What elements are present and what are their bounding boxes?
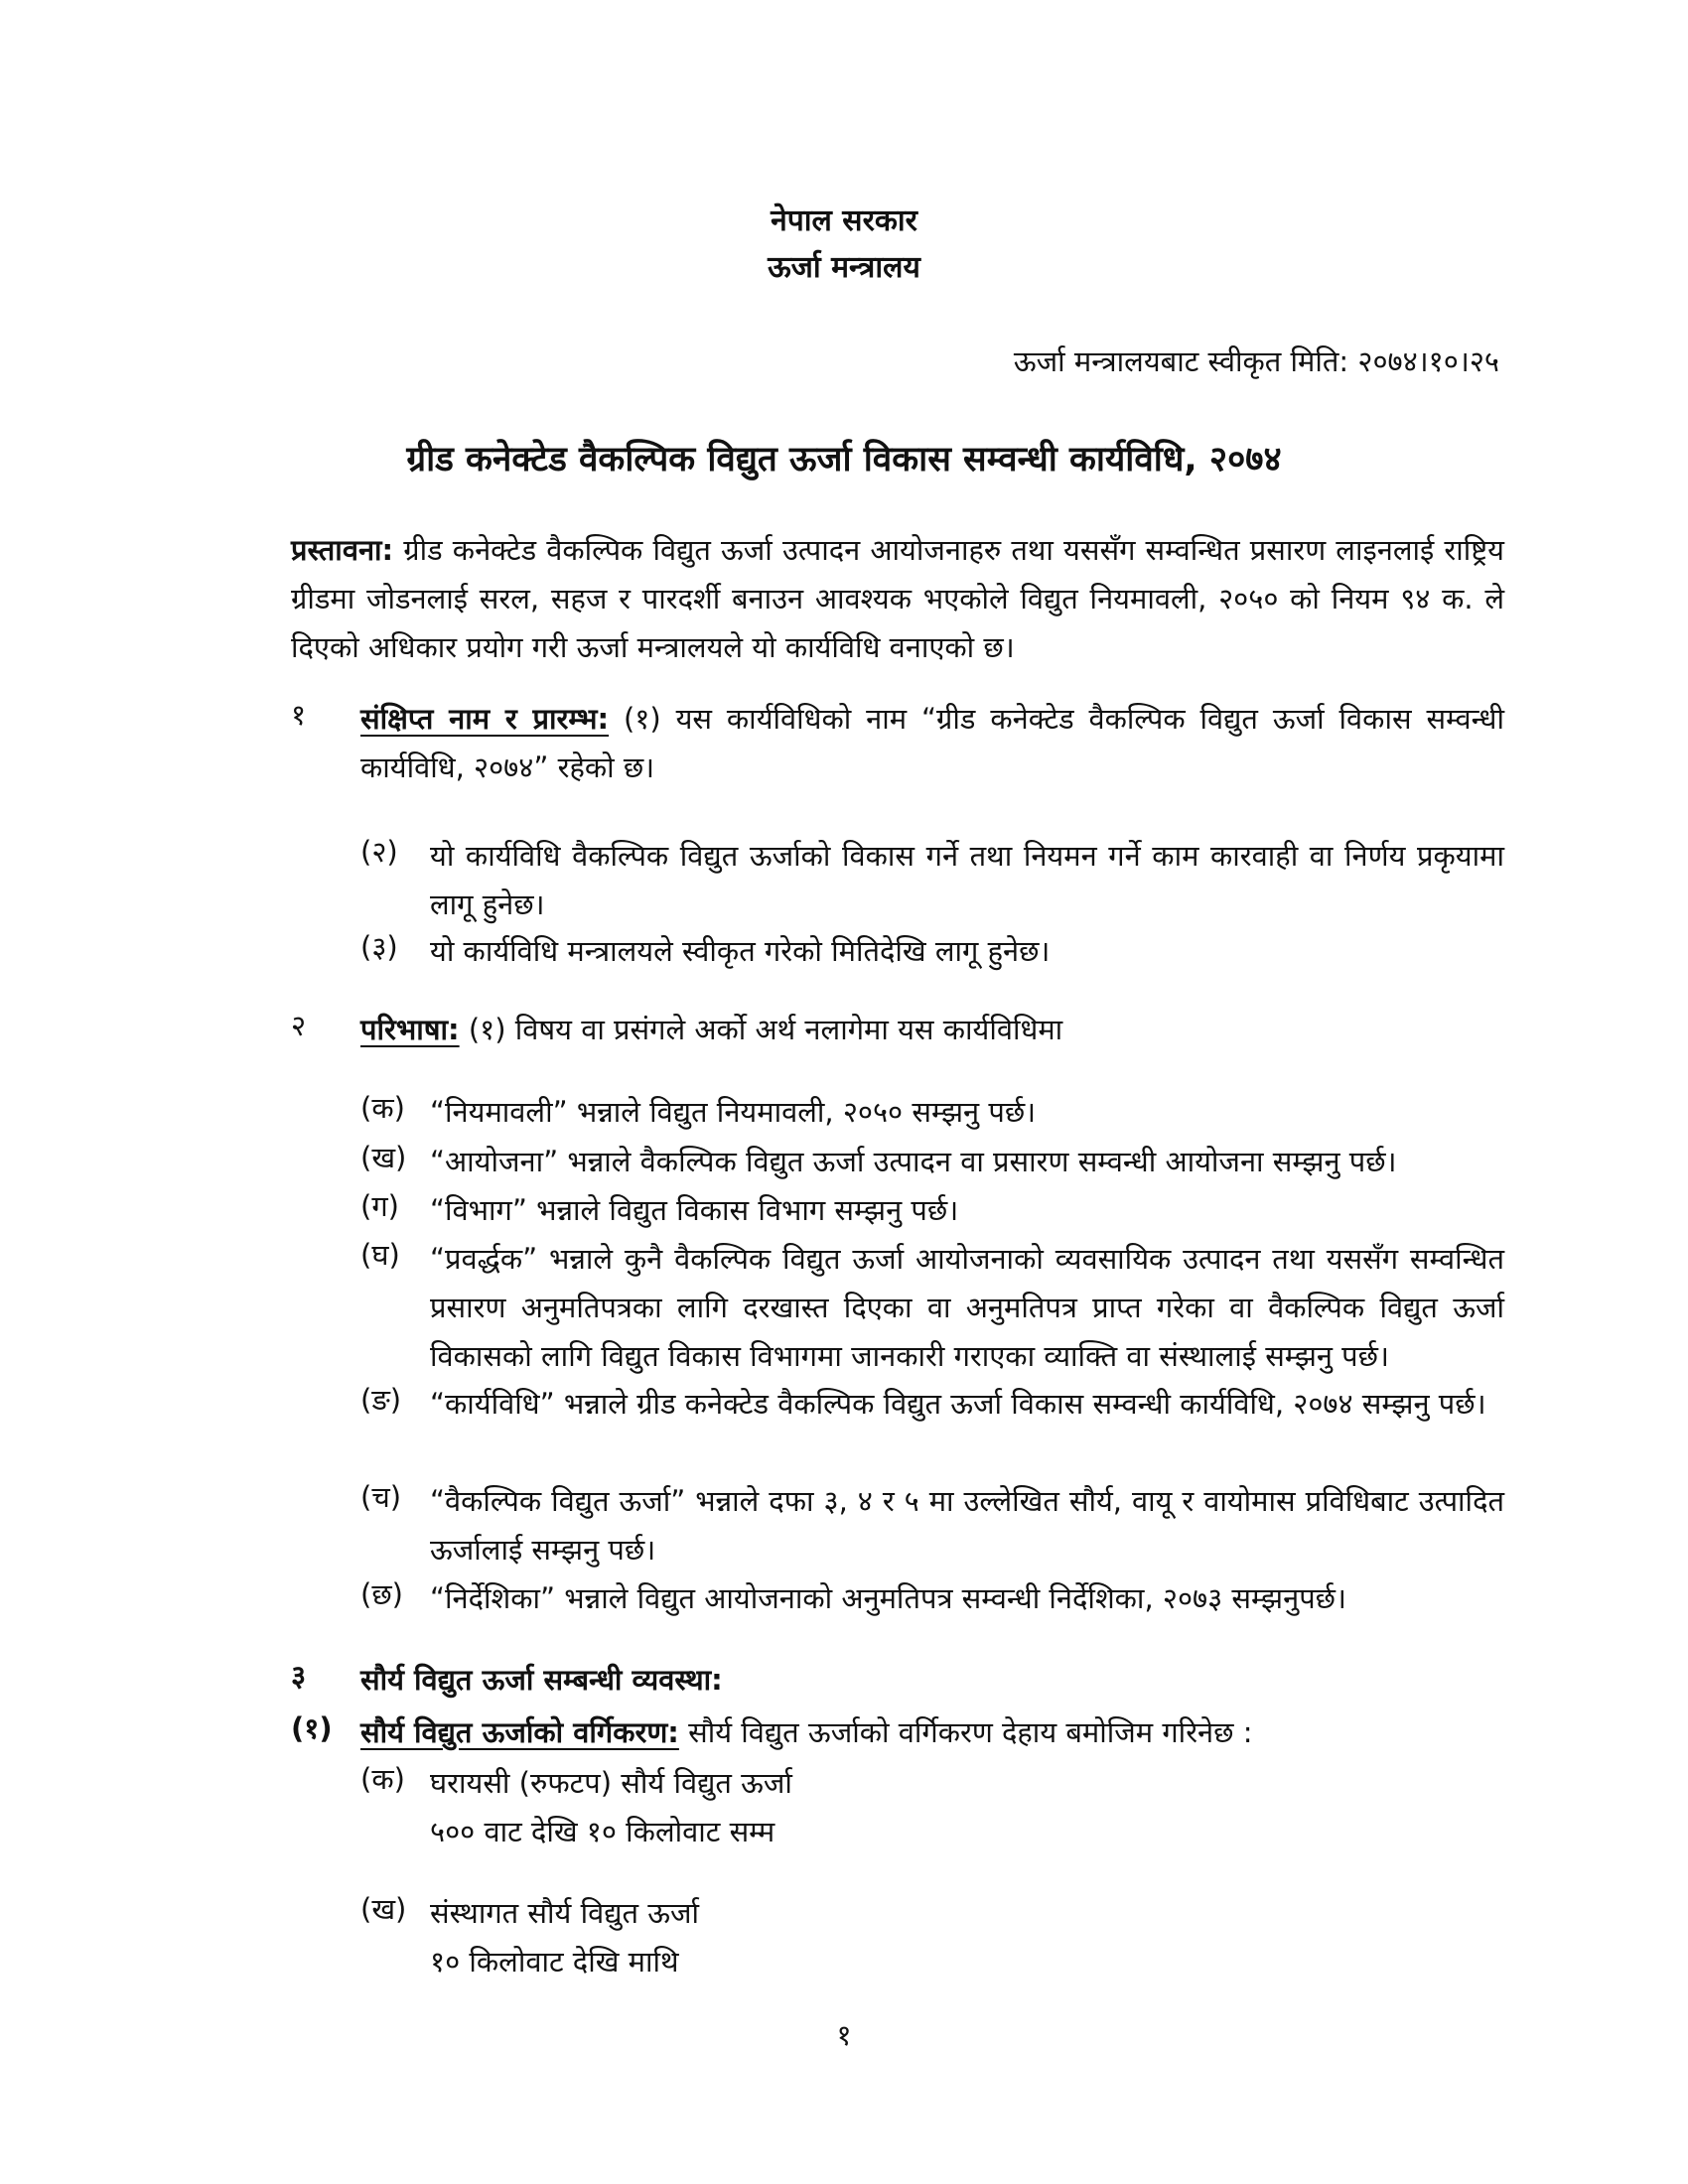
- section-1-heading: संक्षिप्त नाम र प्रारम्भ:: [360, 702, 610, 736]
- definition-number: (घ): [360, 1238, 400, 1272]
- header-ministry: ऊर्जा मन्त्रालय: [768, 250, 920, 285]
- section-1-body: (१) यस कार्यविधिको नाम “ग्रीड कनेक्टेड वैकल्पिक विद्युत ऊर्जा विकास सम्वन्धी कार्यविधि, २०७४” रहेको छ।: [360, 702, 1504, 784]
- category-range: १० किलोवाट देखि माथि: [430, 1945, 679, 1979]
- category-name: घरायसी (रुफटप) सौर्य विद्युत ऊर्जा: [430, 1766, 792, 1800]
- subsection-text: [360, 1708, 1504, 1757]
- definition-number: (ख): [360, 1141, 407, 1174]
- subsection-body: सौर्य विद्युत ऊर्जाको वर्गिकरण देहाय बमोजिम गरिनेछ :: [678, 1715, 1253, 1749]
- approval-date: ऊर्जा मन्त्रालयबाट स्वीकृत मिति: २०७४।१०।२५: [1013, 344, 1499, 378]
- section-3-heading: सौर्य विद्युत ऊर्जा सम्बन्धी व्यवस्था:: [360, 1663, 723, 1697]
- preamble-label: प्रस्तावना:: [291, 533, 394, 567]
- clause-number: (२): [360, 835, 398, 869]
- category-number: (ख): [360, 1892, 407, 1926]
- definition-text: “निर्देशिका” भन्नाले विद्युत आयोजनाको अनुमतिपत्र सम्वन्धी निर्देशिका, २०७३ सम्झनुपर्छ।: [430, 1581, 1346, 1615]
- section-2-text: [360, 1006, 1504, 1054]
- definition-text: “विभाग” भन्नाले विद्युत विकास विभाग सम्झनु पर्छ।: [430, 1193, 959, 1227]
- subsection-number: (१): [291, 1711, 333, 1745]
- definition-number: (च): [360, 1480, 402, 1514]
- category-range: ५०० वाट देखि १० किलोवाट सम्म: [430, 1815, 775, 1848]
- definition-number: (ङ): [360, 1383, 402, 1417]
- page-number: १: [836, 2018, 852, 2052]
- category-name: संस्थागत सौर्य विद्युत ऊर्जा: [430, 1896, 700, 1930]
- category-number: (क): [360, 1762, 405, 1796]
- section-2-body: (१) विषय वा प्रसंगले अर्को अर्थ नलागेमा यस कार्यविधिमा: [459, 1013, 1063, 1046]
- preamble: [291, 526, 1504, 672]
- clause-number: (३): [360, 930, 398, 964]
- clause-text: यो कार्यविधि मन्त्रालयले स्वीकृत गरेको मितिदेखि लागू हुनेछ।: [430, 934, 1051, 968]
- definition-number: (छ): [360, 1577, 403, 1611]
- section-3-number: ३: [291, 1659, 307, 1693]
- definition-number: (क): [360, 1091, 405, 1125]
- section-2-heading: परिभाषा:: [360, 1013, 460, 1046]
- section-1-text: [360, 695, 1504, 792]
- preamble-text: ग्रीड कनेक्टेड वैकल्पिक विद्युत ऊर्जा उत्पादन आयोजनाहरु तथा यससँग सम्वन्धित प्रसारण लाइनलाई राष्ट्रिय ग्रीडमा जोडनलाई सरल, सहज र पारदर्शी बनाउन आवश्यक भएकोले विद्युत नियमावली, २०५० को नियम ९४ क. ले दिएको अधिकार प्रयोग गरी ऊर्जा मन्त्रालयले यो कार्यविधि वनाएको छ।: [291, 533, 1504, 664]
- definition-text: “वैकल्पिक विद्युत ऊर्जा” भन्नाले दफा ३, ४ र ५ मा उल्लेखित सौर्य, वायू र वायोमास प्रविधिबाट उत्पादित ऊर्जालाई सम्झनु पर्छ।: [430, 1484, 1504, 1567]
- header-government: नेपाल सरकार: [771, 204, 917, 238]
- section-2-number: २: [291, 1009, 307, 1042]
- definition-text: “प्रवर्द्धक” भन्नाले कुनै वैकल्पिक विद्युत ऊर्जा आयोजनाको व्यवसायिक उत्पादन तथा यससँग सम्वन्धित प्रसारण अनुमतिपत्रका लागि दरखास्त दिएका वा अनुमतिपत्र प्राप्त गरेका वा वैकल्पिक विद्युत ऊर्जा विकासको लागि विद्युत विकास विभागमा जानकारी गराएका व्याक्ति वा संस्थालाई सम्झनु पर्छ।: [430, 1242, 1504, 1373]
- definition-text: “कार्यविधि” भन्नाले ग्रीड कनेक्टेड वैकल्पिक विद्युत ऊर्जा विकास सम्वन्धी कार्यविधि, २०७४ सम्झनु पर्छ।: [430, 1387, 1486, 1421]
- section-1-number: १: [291, 698, 307, 732]
- subsection-heading: सौर्य विद्युत ऊर्जाको वर्गिकरण:: [360, 1715, 679, 1749]
- document-title: ग्रीड कनेक्टेड वैकल्पिक विद्युत ऊर्जा विकास सम्वन्धी कार्यविधि, २०७४: [406, 440, 1282, 479]
- definition-number: (ग): [360, 1189, 399, 1223]
- clause-text: यो कार्यविधि वैकल्पिक विद्युत ऊर्जाको विकास गर्ने तथा नियमन गर्ने काम कारवाही वा निर्णय प्रकृयामा लागू हुनेछ।: [430, 839, 1504, 921]
- definition-text: “नियमावली” भन्नाले विद्युत नियमावली, २०५० सम्झनु पर्छ।: [430, 1095, 1037, 1129]
- definition-text: “आयोजना” भन्नाले वैकल्पिक विद्युत ऊर्जा उत्पादन वा प्रसारण सम्वन्धी आयोजना सम्झनु पर्छ।: [430, 1145, 1397, 1178]
